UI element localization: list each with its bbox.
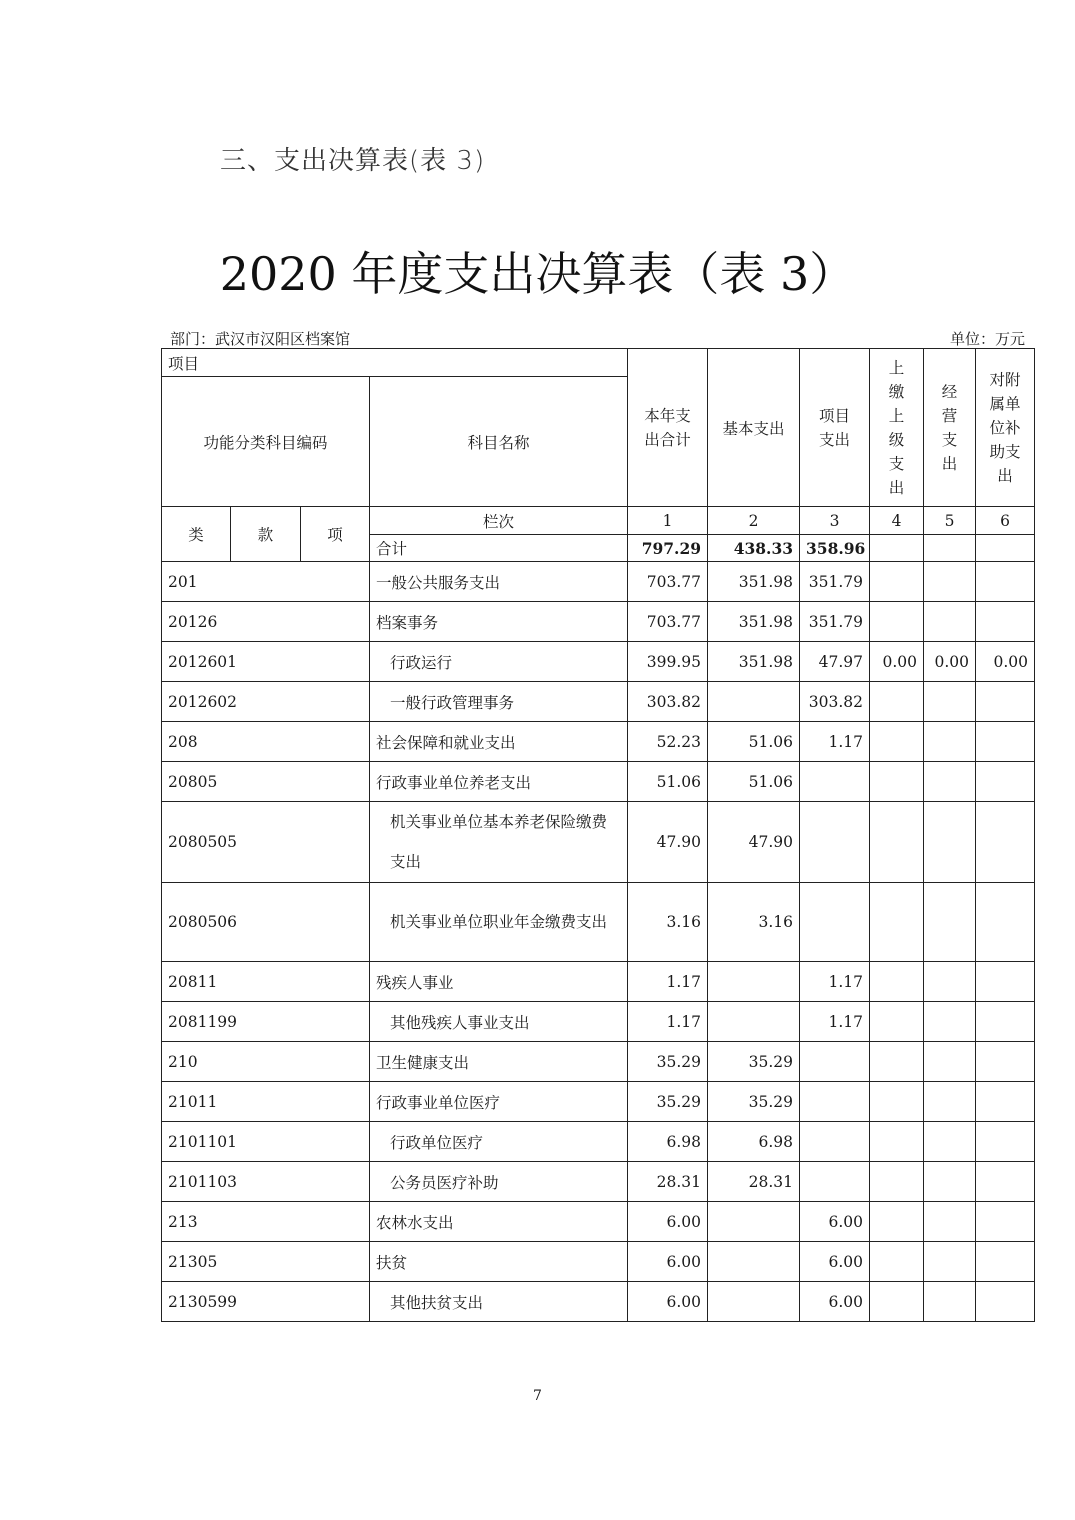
row-business — [924, 722, 976, 762]
row-subsidy — [976, 1242, 1035, 1282]
row-name: 卫生健康支出 — [370, 1042, 628, 1082]
total-project: 358.96 — [800, 535, 870, 562]
department-label: 部门：武汉市汉阳区档案馆 — [170, 330, 351, 348]
row-total: 1.17 — [628, 1002, 708, 1042]
row-business — [924, 562, 976, 602]
header-xiang: 项 — [301, 507, 370, 562]
row-code: 210 — [162, 1042, 370, 1082]
total-business — [924, 535, 976, 562]
row-total: 399.95 — [628, 642, 708, 682]
row-name: 机关事业单位职业年金缴费支出 — [370, 883, 628, 962]
header-item: 项目 — [162, 349, 628, 377]
row-upper — [870, 883, 924, 962]
row-business — [924, 1282, 976, 1322]
row-business — [924, 962, 976, 1002]
row-name: 一般公共服务支出 — [370, 562, 628, 602]
table-row — [162, 1082, 1035, 1122]
row-name: 其他残疾人事业支出 — [370, 1002, 628, 1042]
col-num-3: 3 — [800, 507, 870, 535]
row-total: 6.00 — [628, 1282, 708, 1322]
row-upper: 0.00 — [870, 642, 924, 682]
row-subsidy — [976, 802, 1035, 883]
header-kuan: 款 — [231, 507, 301, 562]
row-business — [924, 1242, 976, 1282]
table-row — [162, 1122, 1035, 1162]
col-num-6: 6 — [976, 507, 1035, 535]
row-basic: 35.29 — [708, 1042, 800, 1082]
table-row — [162, 1242, 1035, 1282]
row-project: 6.00 — [800, 1282, 870, 1322]
row-project: 1.17 — [800, 962, 870, 1002]
header-business: 经营支出 — [924, 349, 976, 507]
row-code: 2130599 — [162, 1282, 370, 1322]
page-title: 2020 年度支出决算表（表 3） — [219, 247, 856, 301]
row-upper — [870, 1242, 924, 1282]
row-code: 20805 — [162, 762, 370, 802]
row-upper — [870, 802, 924, 883]
table-row — [162, 602, 1035, 642]
row-name: 机关事业单位基本养老保险缴费支出 — [370, 802, 628, 883]
row-project: 47.97 — [800, 642, 870, 682]
row-business — [924, 682, 976, 722]
unit-label: 单位：万元 — [949, 330, 1025, 348]
row-total: 6.98 — [628, 1122, 708, 1162]
row-subsidy — [976, 1002, 1035, 1042]
row-total: 3.16 — [628, 883, 708, 962]
row-project — [800, 1082, 870, 1122]
row-code: 2080506 — [162, 883, 370, 962]
row-subsidy — [976, 1282, 1035, 1322]
row-total: 28.31 — [628, 1162, 708, 1202]
table-row — [162, 1042, 1035, 1082]
row-subsidy — [976, 883, 1035, 962]
row-project — [800, 1122, 870, 1162]
row-subsidy — [976, 1122, 1035, 1162]
table-row — [162, 962, 1035, 1002]
row-subsidy — [976, 1202, 1035, 1242]
row-name: 行政事业单位医疗 — [370, 1082, 628, 1122]
row-project: 1.17 — [800, 1002, 870, 1042]
row-subsidy — [976, 602, 1035, 642]
row-upper — [870, 1122, 924, 1162]
total-basic: 438.33 — [708, 535, 800, 562]
header-lanci: 栏次 — [370, 507, 628, 535]
header-subsidy: 对附属单位补助支出 — [976, 349, 1035, 507]
row-subsidy — [976, 1082, 1035, 1122]
row-code: 2012601 — [162, 642, 370, 682]
row-upper — [870, 1282, 924, 1322]
row-basic — [708, 1242, 800, 1282]
table-row — [162, 802, 1035, 883]
col-num-2: 2 — [708, 507, 800, 535]
row-total: 47.90 — [628, 802, 708, 883]
header-func-code: 功能分类科目编码 — [162, 377, 370, 507]
row-code: 2101101 — [162, 1122, 370, 1162]
row-basic: 35.29 — [708, 1082, 800, 1122]
row-basic: 351.98 — [708, 602, 800, 642]
table-row — [162, 722, 1035, 762]
row-business — [924, 1202, 976, 1242]
row-upper — [870, 1042, 924, 1082]
table-row — [162, 562, 1035, 602]
row-name: 农林水支出 — [370, 1202, 628, 1242]
header-project: 项目支出 — [800, 349, 870, 507]
row-basic — [708, 1002, 800, 1042]
row-basic: 51.06 — [708, 762, 800, 802]
row-basic: 3.16 — [708, 883, 800, 962]
row-code: 20811 — [162, 962, 370, 1002]
total-upper — [870, 535, 924, 562]
row-name: 社会保障和就业支出 — [370, 722, 628, 762]
row-name: 公务员医疗补助 — [370, 1162, 628, 1202]
row-upper — [870, 1082, 924, 1122]
row-subsidy — [976, 1162, 1035, 1202]
row-project: 6.00 — [800, 1242, 870, 1282]
row-upper — [870, 602, 924, 642]
row-business — [924, 1002, 976, 1042]
header-basic: 基本支出 — [708, 349, 800, 507]
row-project: 303.82 — [800, 682, 870, 722]
row-business: 0.00 — [924, 642, 976, 682]
row-basic: 351.98 — [708, 642, 800, 682]
row-business — [924, 1122, 976, 1162]
row-name: 档案事务 — [370, 602, 628, 642]
row-total: 6.00 — [628, 1242, 708, 1282]
row-upper — [870, 1162, 924, 1202]
table-row — [162, 1202, 1035, 1242]
row-project — [800, 762, 870, 802]
col-num-5: 5 — [924, 507, 976, 535]
row-code: 2012602 — [162, 682, 370, 722]
table-row — [162, 642, 1035, 682]
row-code: 201 — [162, 562, 370, 602]
row-business — [924, 1082, 976, 1122]
table-row — [162, 1002, 1035, 1042]
row-basic: 28.31 — [708, 1162, 800, 1202]
row-basic: 6.98 — [708, 1122, 800, 1162]
row-business — [924, 883, 976, 962]
row-project: 351.79 — [800, 562, 870, 602]
row-total: 1.17 — [628, 962, 708, 1002]
header-total: 本年支出合计 — [628, 349, 708, 507]
row-name: 行政运行 — [370, 642, 628, 682]
row-subsidy — [976, 962, 1035, 1002]
row-project: 351.79 — [800, 602, 870, 642]
page-number: 7 — [533, 1388, 542, 1404]
row-upper — [870, 722, 924, 762]
row-business — [924, 1042, 976, 1082]
row-total: 52.23 — [628, 722, 708, 762]
row-subsidy — [976, 562, 1035, 602]
row-basic: 351.98 — [708, 562, 800, 602]
row-code: 213 — [162, 1202, 370, 1242]
header-upper: 上缴上级支出 — [870, 349, 924, 507]
table-row — [162, 682, 1035, 722]
row-total: 703.77 — [628, 562, 708, 602]
row-upper — [870, 762, 924, 802]
row-basic: 51.06 — [708, 722, 800, 762]
row-subsidy — [976, 722, 1035, 762]
row-project — [800, 802, 870, 883]
row-total: 6.00 — [628, 1202, 708, 1242]
row-code: 21011 — [162, 1082, 370, 1122]
row-upper — [870, 1002, 924, 1042]
row-name: 行政单位医疗 — [370, 1122, 628, 1162]
row-upper — [870, 682, 924, 722]
row-basic: 47.90 — [708, 802, 800, 883]
header-lei: 类 — [162, 507, 231, 562]
row-project: 6.00 — [800, 1202, 870, 1242]
row-basic — [708, 682, 800, 722]
total-label: 合计 — [370, 535, 628, 562]
row-total: 35.29 — [628, 1082, 708, 1122]
row-code: 20126 — [162, 602, 370, 642]
row-project — [800, 883, 870, 962]
row-subsidy: 0.00 — [976, 642, 1035, 682]
col-num-1: 1 — [628, 507, 708, 535]
row-subsidy — [976, 1042, 1035, 1082]
row-subsidy — [976, 762, 1035, 802]
row-name: 残疾人事业 — [370, 962, 628, 1002]
col-num-4: 4 — [870, 507, 924, 535]
row-name: 行政事业单位养老支出 — [370, 762, 628, 802]
row-business — [924, 802, 976, 883]
row-project: 1.17 — [800, 722, 870, 762]
row-code: 2101103 — [162, 1162, 370, 1202]
expenditure-table — [161, 348, 1035, 1322]
row-name: 扶贫 — [370, 1242, 628, 1282]
row-code: 2080505 — [162, 802, 370, 883]
row-basic — [708, 1282, 800, 1322]
row-basic — [708, 962, 800, 1002]
row-upper — [870, 1202, 924, 1242]
row-project — [800, 1042, 870, 1082]
row-name: 其他扶贫支出 — [370, 1282, 628, 1322]
row-upper — [870, 562, 924, 602]
row-code: 208 — [162, 722, 370, 762]
section-heading: 三、支出决算表(表 3) — [220, 146, 486, 176]
row-code: 2081199 — [162, 1002, 370, 1042]
total-subsidy — [976, 535, 1035, 562]
row-business — [924, 762, 976, 802]
row-code: 21305 — [162, 1242, 370, 1282]
row-name: 一般行政管理事务 — [370, 682, 628, 722]
row-project — [800, 1162, 870, 1202]
table-row — [162, 883, 1035, 962]
row-total: 51.06 — [628, 762, 708, 802]
row-total: 303.82 — [628, 682, 708, 722]
row-upper — [870, 962, 924, 1002]
total-sum: 797.29 — [628, 535, 708, 562]
row-subsidy — [976, 682, 1035, 722]
table-row — [162, 1162, 1035, 1202]
table-row — [162, 762, 1035, 802]
row-total: 703.77 — [628, 602, 708, 642]
row-business — [924, 602, 976, 642]
row-total: 35.29 — [628, 1042, 708, 1082]
row-business — [924, 1162, 976, 1202]
table-row — [162, 1282, 1035, 1322]
header-subject-name: 科目名称 — [370, 377, 628, 507]
row-basic — [708, 1202, 800, 1242]
